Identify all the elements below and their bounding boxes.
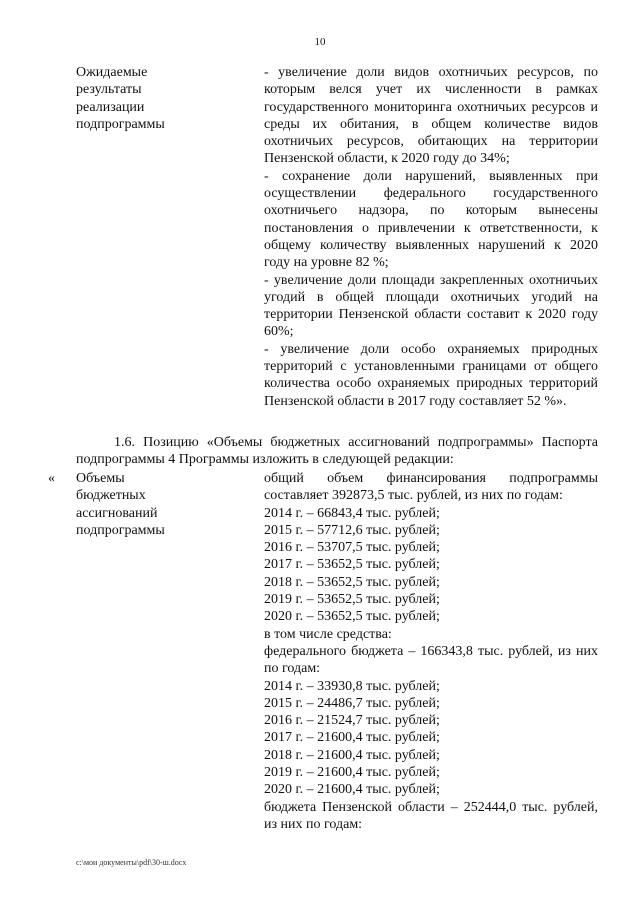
paragraph-1-6: 1.6. Позицию «Объемы бюджетных ассигнований подпрограммы» Паспорта подпрограммы 4 Программы изложить в следующей редакции: [76, 435, 598, 468]
year-line-total: 2015 г. – 57712,6 тыс. рублей; [264, 522, 440, 538]
federal-intro: федерального бюджета – 166343,8 тыс. рублей, из них по годам: [264, 643, 598, 677]
year-line-total: 2018 г. – 53652,5 тыс. рублей; [264, 574, 440, 590]
result-paragraph: - увеличение доли особо охраняемых природных территорий с установленными границами от общего количества особо охраняемых природных территорий Пензенской области в 2017 году составляет 52 %». [264, 341, 598, 409]
budget-intro: общий объем финансирования подпрограммы составляет 392873,5 тыс. рублей, из них по годам: [264, 471, 598, 504]
budget-label [76, 470, 226, 539]
label-line: подпрограммы [76, 522, 165, 538]
year-line-federal: 2016 г. – 21524,7 тыс. рублей; [264, 713, 440, 729]
label-line: Объемы [76, 471, 125, 486]
year-line-total: 2019 г. – 53652,5 тыс. рублей; [264, 592, 440, 608]
including-line: в том числе средства: [264, 626, 392, 642]
result-paragraph: - увеличение доли видов охотничьих ресурсов, по которым велся учет их численности в рамках государственного мониторинга охотничьих ресурсов и среды их обитания, в общем количестве видов охотничьих ресурсов, обитающих на территории Пензенской области, к 2020 году до 34%; [264, 65, 598, 167]
page-number: 10 [314, 36, 326, 48]
year-line-total: 2014 г. – 66843,4 тыс. рублей; [264, 505, 440, 521]
expected-results-label [76, 64, 226, 133]
label-line: ассигнований [76, 505, 158, 521]
label-line: результаты [76, 82, 142, 98]
year-line-federal: 2014 г. – 33930,8 тыс. рублей; [264, 678, 440, 694]
label-line: бюджетных [76, 488, 146, 504]
year-line-total: 2016 г. – 53707,5 тыс. рублей; [264, 540, 440, 556]
label-line: Ожидаемые [76, 65, 148, 80]
footer-file-path: c:\мои документы\pdf\30-ш.docx [76, 858, 187, 867]
year-line-total: 2020 г. – 53652,5 тыс. рублей; [264, 609, 440, 625]
regional-intro: бюджета Пензенской области – 252444,0 тыс. рублей, из них по годам: [264, 799, 598, 832]
year-line-federal: 2015 г. – 24486,7 тыс. рублей; [264, 695, 440, 711]
label-line: подпрограммы [76, 116, 165, 132]
opening-quote: « [48, 471, 55, 486]
year-line-federal: 2020 г. – 21600,4 тыс. рублей; [264, 782, 440, 798]
expected-results-content [264, 64, 598, 410]
label-line: реализации [76, 99, 145, 115]
result-paragraph: - сохранение доли нарушений, выявленных при осуществлении федерального государственного охотничьего надзора, по которым вынесены постановления о привлечении к ответственности, к общему количеству выявленных нарушений к 2020 году на уровне 82 %; [264, 168, 598, 271]
year-line-federal: 2017 г. – 21600,4 тыс. рублей; [264, 730, 440, 746]
year-line-total: 2017 г. – 53652,5 тыс. рублей; [264, 557, 440, 573]
budget-content [264, 470, 598, 833]
year-line-federal: 2018 г. – 21600,4 тыс. рублей; [264, 747, 440, 763]
year-line-federal: 2019 г. – 21600,4 тыс. рублей; [264, 765, 440, 781]
result-paragraph: - увеличение доли площади закрепленных охотничьих угодий в общей площади охотничьих угодий на территории Пензенской области составит к 2020 году 60%; [264, 272, 598, 340]
